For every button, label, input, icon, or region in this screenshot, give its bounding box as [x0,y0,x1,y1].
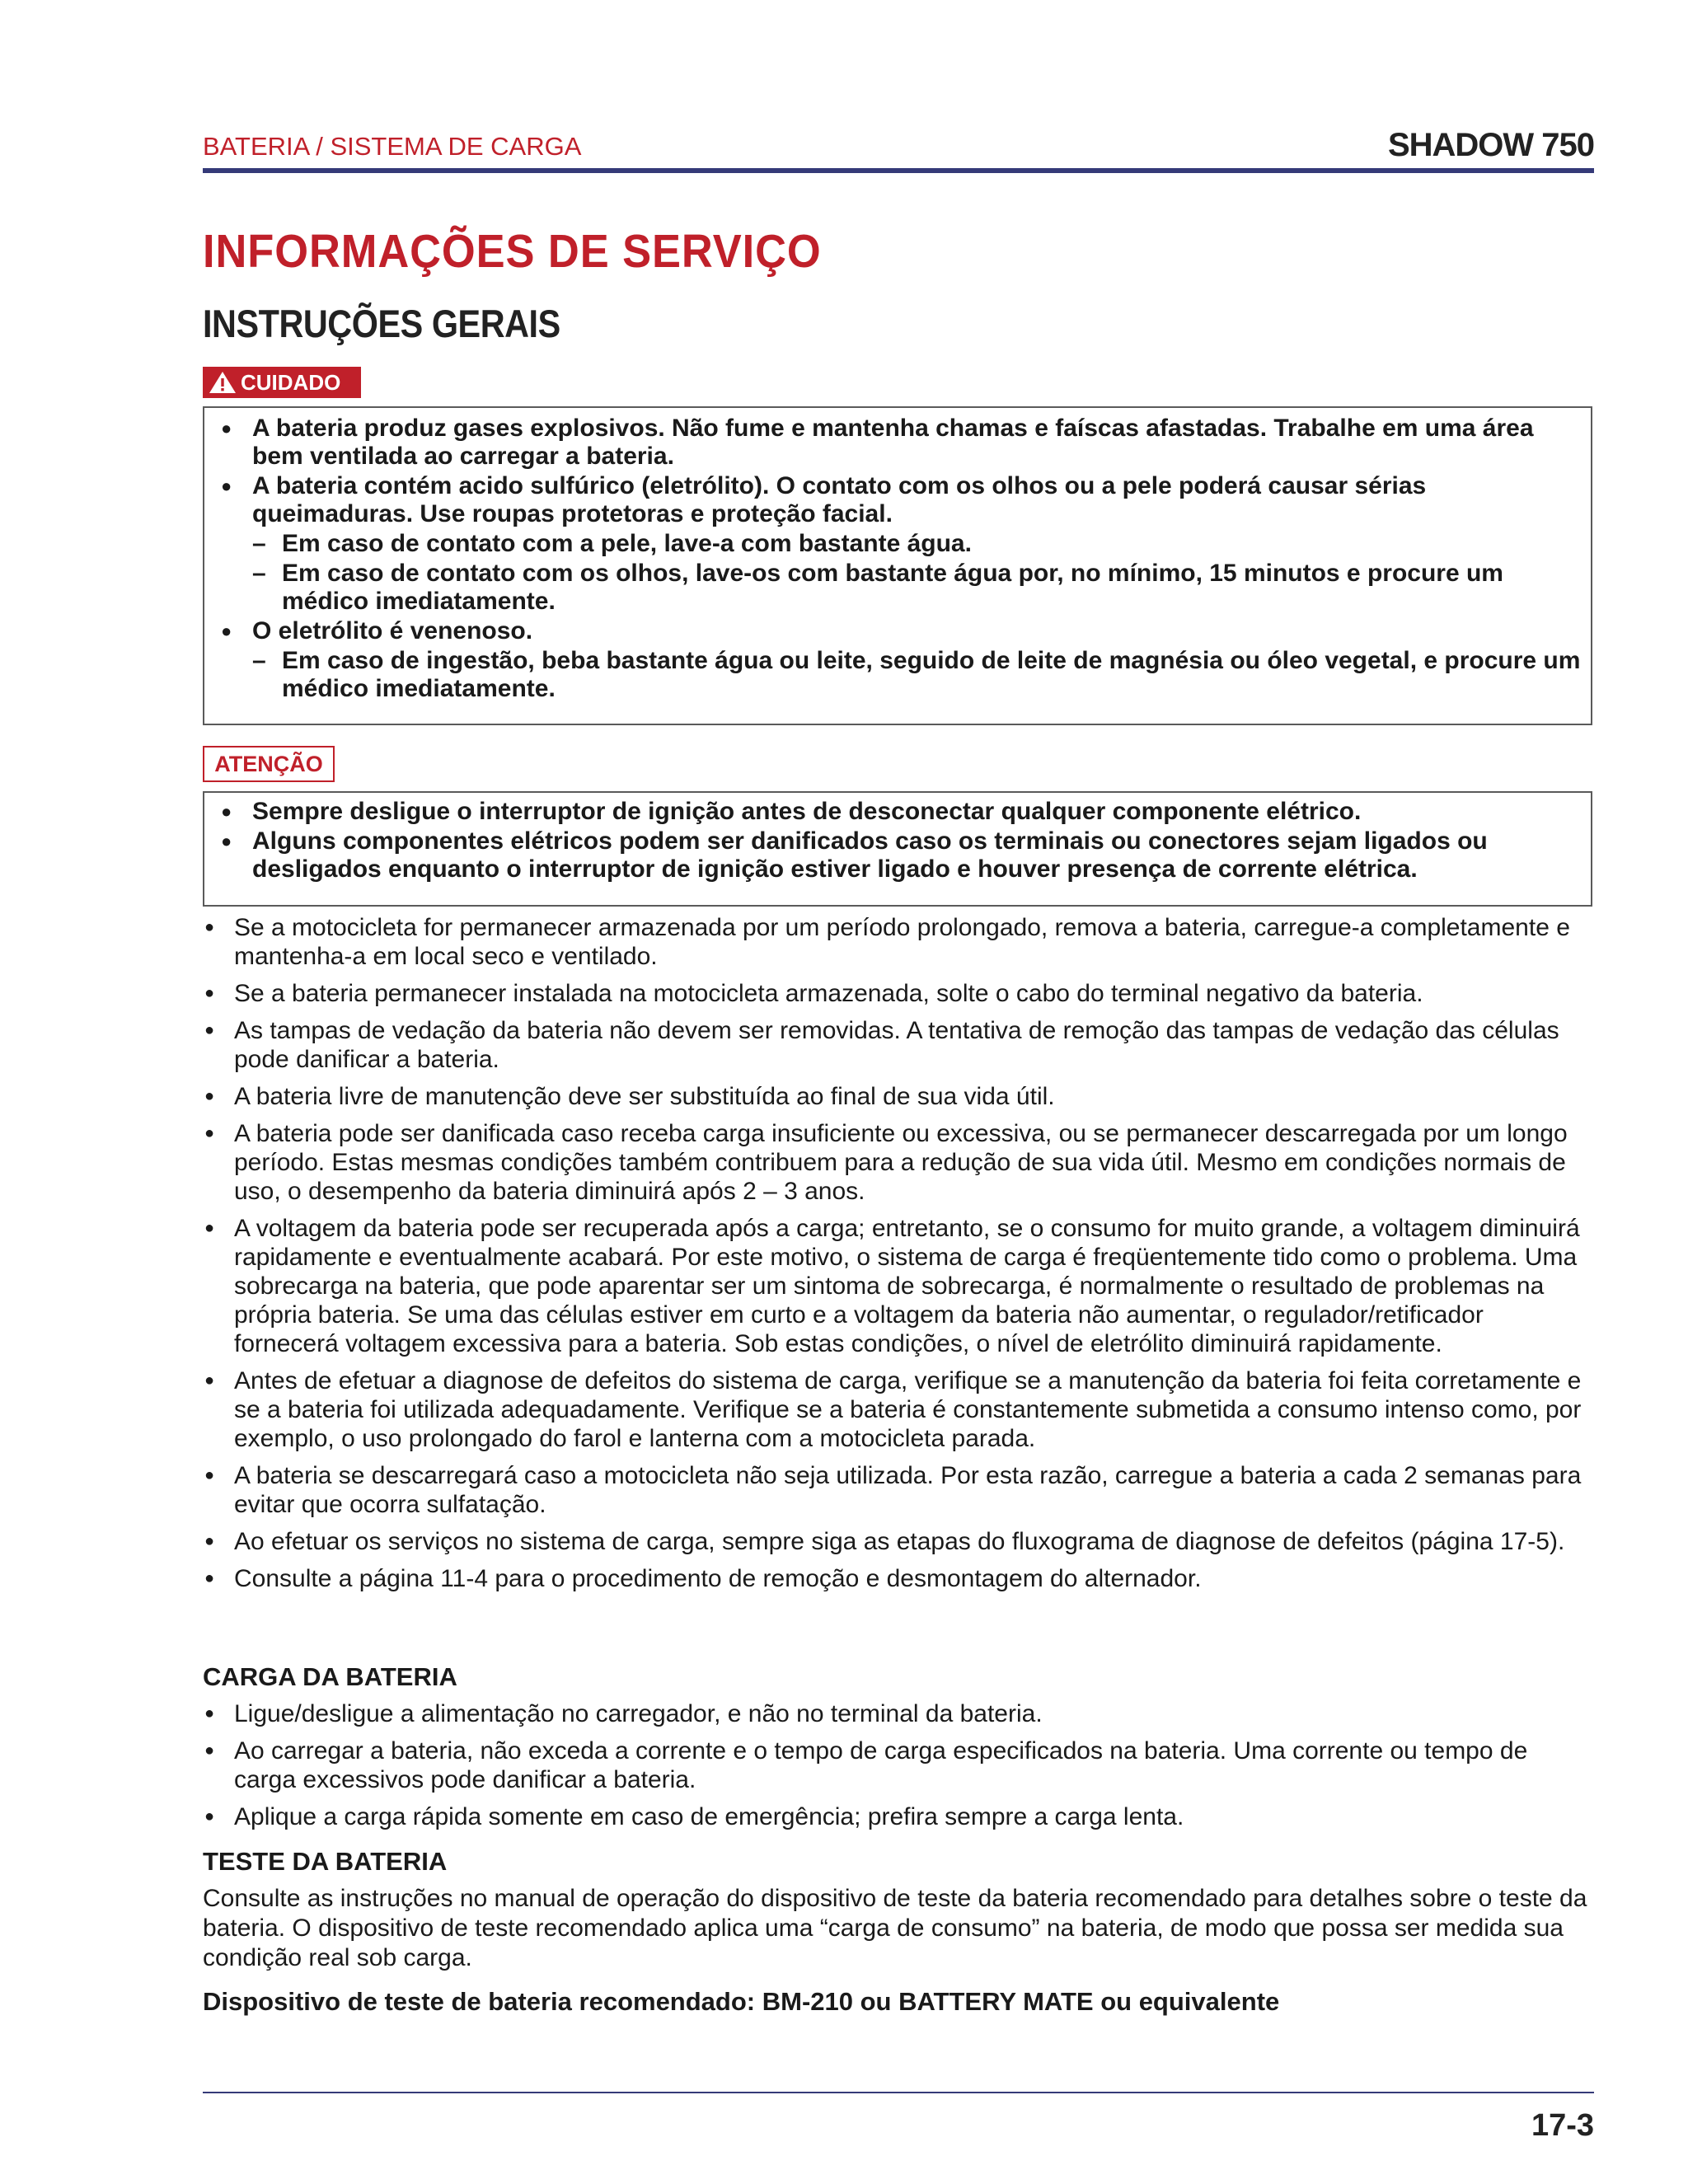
cuidado-item: ● A bateria produz gases explosivos. Não fume e mantenha chamas e faíscas afastadas. Trabalhe em uma área bem ventilada ao carregar a bateria. [219,415,1591,471]
list-item: ● Se a bateria permanecer instalada na motocicleta armazenada, solte o cabo do terminal negativo da bateria. [203,979,1594,1008]
list-item: ● Ligue/desligue a alimentação no carregador, e não no terminal da bateria. [203,1699,1594,1728]
atencao-item: ● Alguns componentes elétricos podem ser danificados caso os terminais ou conectores sejam ligados ou desligados enquanto o interruptor de ignição estiver ligado e houver presença de corrente elétrica. [219,827,1591,883]
list-item: ● A bateria livre de manutenção deve ser substituída ao final de sua vida útil. [203,1082,1594,1111]
list-item: ● Se a motocicleta for permanecer armazenada por um período prolongado, remova a bateria, carregue-a completamente e mantenha-a em local seco e ventilado. [203,913,1594,971]
list-item: ● Antes de efetuar a diagnose de defeitos do sistema de carga, verifique se a manutenção da bateria foi feita corretamente e se a bateria foi utilizada adequadamente. Verifique se a bateria é constantemente submetida a consumo intenso como, por exemplo, o uso prolongado do farol e lanterna com a motocicleta parada. [203,1366,1594,1453]
model-name: SHADOW 750 [1387,127,1594,163]
atencao-box [203,791,1592,907]
cuidado-label [203,367,361,398]
carga-list [203,1699,1594,1840]
section-title: BATERIA / SISTEMA DE CARGA [203,132,582,161]
cuidado-item: ● A bateria contém acido sulfúrico (eletrólito). O contato com os olhos ou a pele poderá causar sérias queimaduras. Use roupas protetoras e proteção facial. [219,472,1591,528]
list-item: ● A voltagem da bateria pode ser recuperada após a carga; entretanto, se o consumo for muito grande, a voltagem diminuirá rapidamente e eventualmente acabará. Por este motivo, o sistema de carga é freqüentemente tido como o problema. Uma sobrecarga na bateria, que pode aparentar ser um sintoma de sobrecarga, é normalmente o resultado de problemas na própria bateria. Se uma das células estiver em curto e a voltagem da bateria não aumentar, o regulador/retificador fornecerá voltagem excessiva para a bateria. Sob estas condições, o nível de eletrólito diminuirá rapidamente. [203,1214,1594,1358]
cuidado-box [203,406,1592,725]
carga-heading: CARGA DA BATERIA [203,1662,457,1691]
list-item: ● Aplique a carga rápida somente em caso de emergência; prefira sempre a carga lenta. [203,1802,1594,1831]
cuidado-item: ● O eletrólito é venenoso. [219,617,1591,645]
recommended-equipment: Dispositivo de teste de bateria recomendado: BM-210 ou BATTERY MATE ou equivalente [203,1987,1280,2016]
page-title: INFORMAÇÕES DE SERVIÇO [203,225,822,278]
list-item: ● As tampas de vedação da bateria não devem ser removidas. A tentativa de remoção das tampas de vedação das células pode danificar a bateria. [203,1016,1594,1074]
atencao-label: ATENÇÃO [203,746,335,782]
page-subtitle: INSTRUÇÕES GERAIS [203,302,560,345]
list-item: ● Consulte a página 11-4 para o procedimento de remoção e desmontagem do alternador. [203,1564,1594,1593]
list-item: ● Ao carregar a bateria, não exceda a corrente e o tempo de carga especificados na bateria. Uma corrente ou tempo de carga excessivos pode danificar a bateria. [203,1736,1594,1794]
list-item: ● A bateria se descarregará caso a motocicleta não seja utilizada. Por esta razão, carregue a bateria a cada 2 semanas para evitar que ocorra sulfatação. [203,1461,1594,1519]
teste-heading: TESTE DA BATERIA [203,1847,448,1876]
atencao-item: ● Sempre desligue o interruptor de ignição antes de desconectar qualquer componente elétrico. [219,798,1591,826]
header-rule [203,168,1594,173]
cuidado-subitem: – Em caso de contato com os olhos, lave-os com bastante água por, no mínimo, 15 minutos e procure um médico imediatamente. [219,560,1591,616]
footer-rule [203,2092,1594,2093]
cuidado-label-text: CUIDADO [241,369,341,395]
list-item: ● Ao efetuar os serviços no sistema de carga, sempre siga as etapas do fluxograma de diagnose de defeitos (página 17-5). [203,1527,1594,1556]
warning-triangle-icon [208,370,237,395]
teste-paragraph: Consulte as instruções no manual de operação do dispositivo de teste da bateria recomendado para detalhes sobre o teste da bateria. O dispositivo de teste recomendado aplica uma “carga de consumo” na bateria, de modo que possa ser medida sua condição real sob carga. [203,1885,1587,1971]
cuidado-subitem: – Em caso de ingestão, beba bastante água ou leite, seguido de leite de magnésia ou óleo vegetal, e procure um médico imediatamente. [219,647,1591,703]
page-number: 17-3 [1531,2108,1594,2143]
general-instructions-list [203,913,1594,1601]
list-item: ● A bateria pode ser danificada caso receba carga insuficiente ou excessiva, ou se permanecer descarregada por um longo período. Estas mesmas condições também contribuem para a redução de sua vida útil. Mesmo em condições normais de uso, o desempenho da bateria diminuirá após 2 – 3 anos. [203,1119,1594,1206]
page-header [203,124,1594,166]
cuidado-subitem: – Em caso de contato com a pele, lave-a com bastante água. [219,530,1591,558]
